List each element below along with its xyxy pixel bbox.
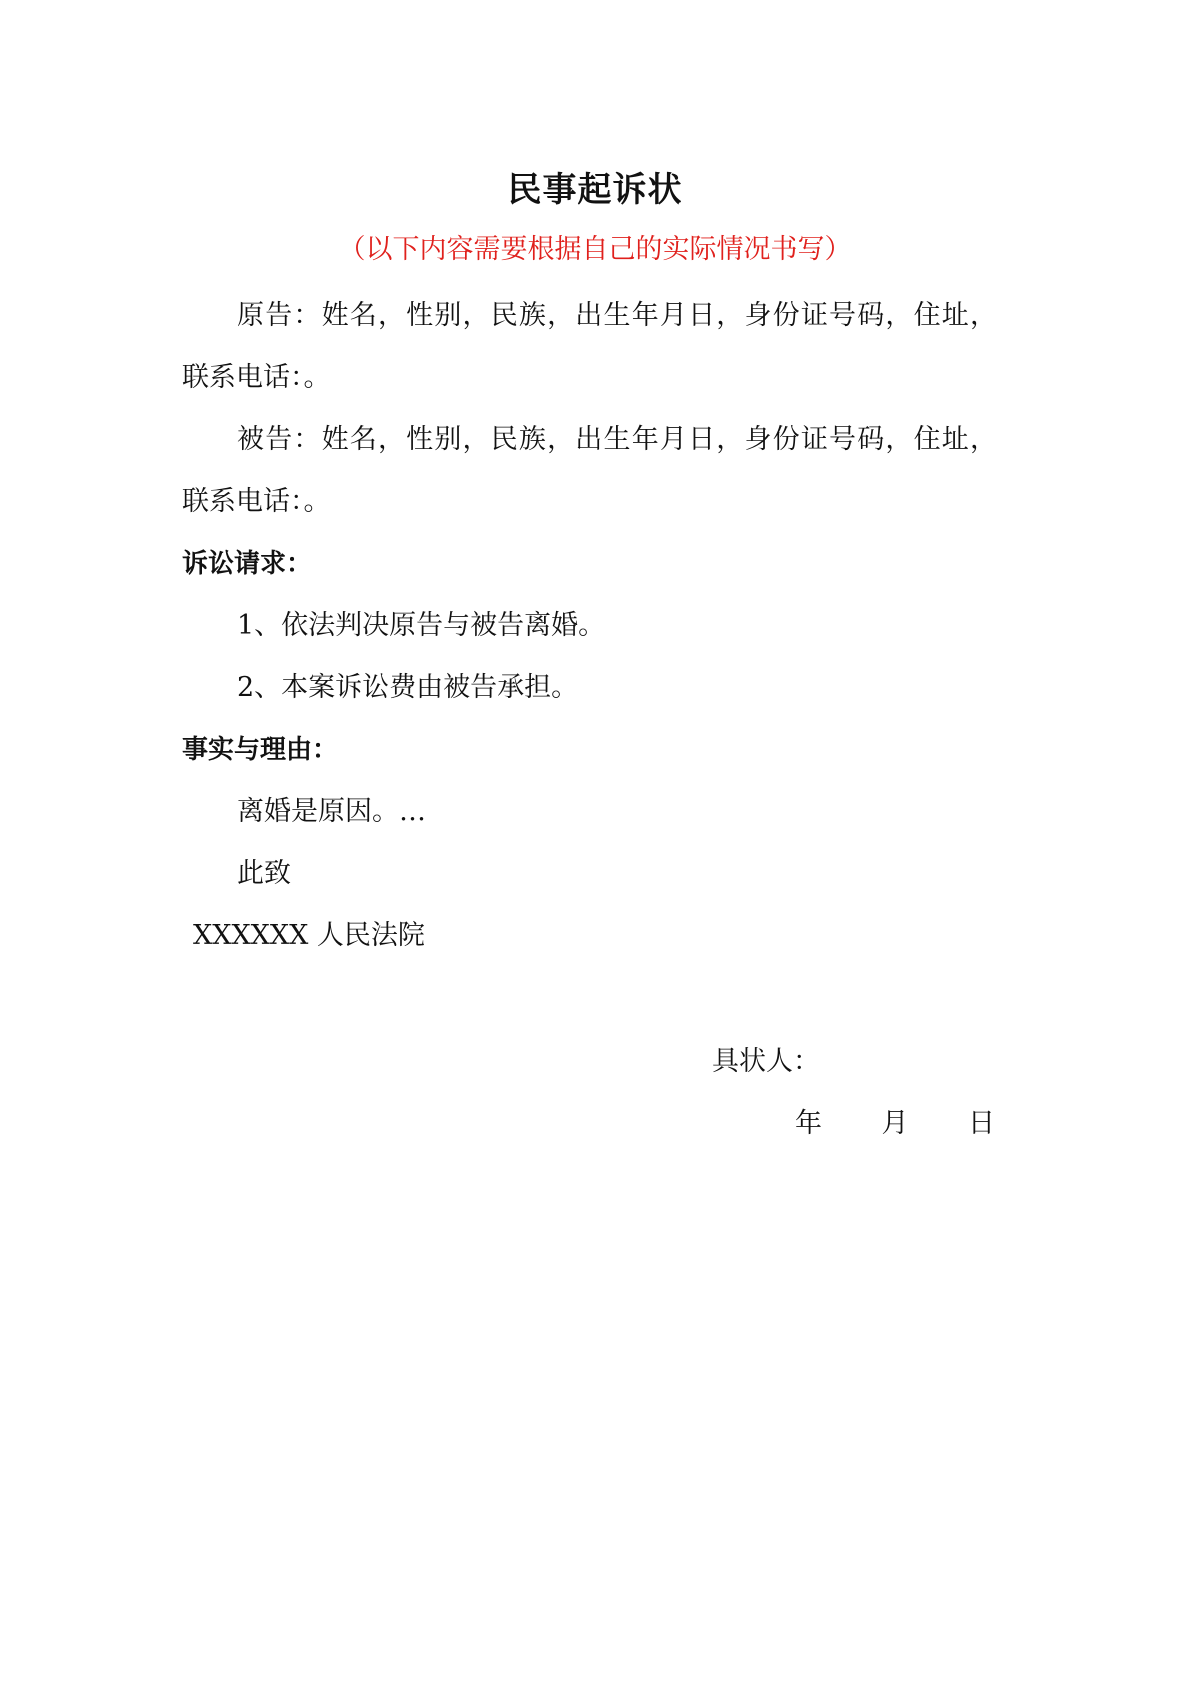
date-month: 月 <box>881 1108 909 1139</box>
defendant-line-2: 联系电话：。 <box>182 486 331 517</box>
facts-heading: 事实与理由： <box>182 735 339 765</box>
plaintiff-line-2: 联系电话：。 <box>182 362 331 393</box>
plaintiff-line-1: 原告：姓名，性别，民族，出生年月日，身份证号码，住址， <box>237 300 997 331</box>
date-row <box>795 1106 995 1142</box>
facts-text: 离婚是原因。… <box>237 796 426 827</box>
document-title: 民事起诉状 <box>507 170 683 210</box>
claim-item-2: 2、本案诉讼费由被告承担。 <box>237 672 579 703</box>
salutation: 此致 <box>237 858 291 889</box>
date-year: 年 <box>795 1108 822 1139</box>
defendant-line-1: 被告：姓名，性别，民族，出生年月日，身份证号码，住址， <box>237 424 997 455</box>
court-name: XXXXXX 人民法院 <box>193 920 425 951</box>
claims-heading: 诉讼请求： <box>182 549 313 579</box>
signer-label: 具状人： <box>712 1046 820 1077</box>
instruction-note: （以下内容需要根据自己的实际情况书写） <box>338 234 852 265</box>
date-day: 日 <box>968 1108 995 1139</box>
claim-item-1: 1、依法判决原告与被告离婚。 <box>237 610 606 641</box>
